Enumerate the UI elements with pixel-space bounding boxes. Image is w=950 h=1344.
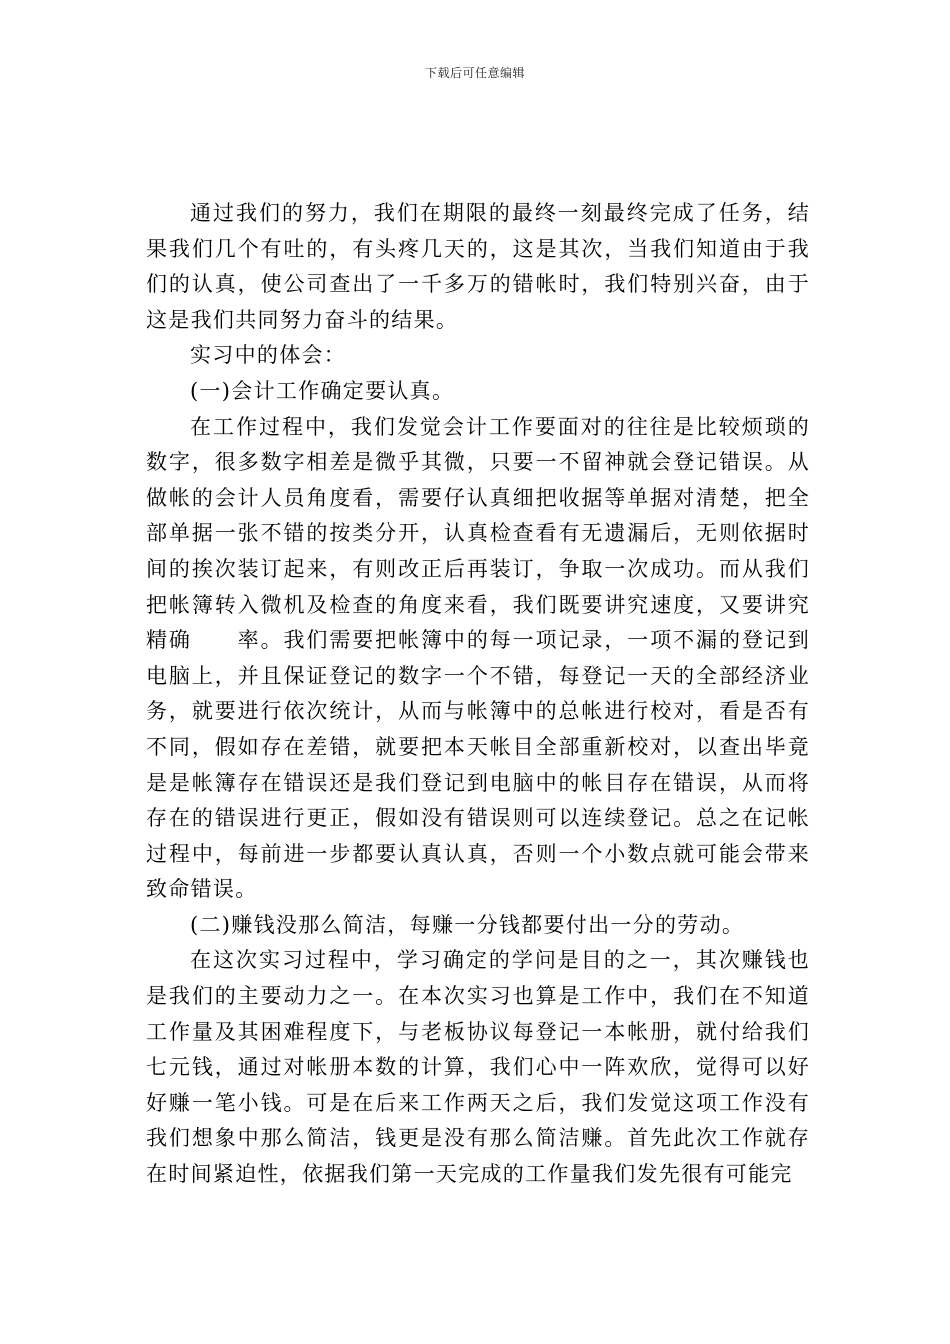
paragraph-1: 通过我们的努力，我们在期限的最终一刻最终完成了任务，结果我们几个有吐的，有头疼几天的，这是其次，当我们知道由于我们的认真，使公司查出了一千多万的错帐时，我们特别兴奋，由于这是我们共同努力奋斗的结果。	[146, 201, 810, 332]
paragraph-3: 在工作过程中，我们发觉会计工作要面对的往往是比较烦琐的数字，很多数字相差是微乎其微，只要一不留神就会登记错误。从做帐的会计人员角度看，需要仔认真细把收据等单据对清楚，把全部单据一张不错的按类分开，认真检查看有无遗漏后，无则依据时间的挨次装订起来，有则改正后再装订，争取一次成功。而从我们把帐簿转入微机及检查的角度来看，我们既要讲究速度，又要讲究精确 率。我们需要把帐簿中的每一项记录，一项不漏的登记到电脑上，并且保证登记的数字一个不错，每登记一天的全部经济业务，就要进行依次统计，从而与帐簿中的总帐进行校对，看是否有不同，假如存在差错，就要把本天帐目全部重新校对，以查出毕竟是是帐簿存在错误还是我们登记到电脑中的帐目存在错误，从而将存在的错误进行更正，假如没有错误则可以连续登记。总之在记帐过程中，每前进一步都要认真认真，否则一个小数点就可能会带来致命错误。	[146, 414, 810, 902]
section-heading-2: (二)赚钱没那么简洁，每赚一分钱都要付出一分的劳动。	[190, 912, 745, 937]
page-header: 下载后可任意编辑	[424, 66, 525, 80]
paragraph-2: 实习中的体会：	[190, 343, 347, 368]
section-heading-1: (一)会计工作确定要认真。	[190, 378, 455, 403]
paragraph-4: 在这次实习过程中，学习确定的学问是目的之一，其次赚钱也是我们的主要动力之一。在本次实习也算是工作中，我们在不知道工作量及其困难程度下，与老板协议每登记一本帐册，就付给我们七元钱，通过对帐册本数的计算，我们心中一阵欢欣，觉得可以好好赚一笔小钱。可是在后来工作两天之后，我们发觉这项工作没有我们想象中那么简洁，钱更是没有那么简洁赚。首先此次工作就存在时间紧迫性，依据我们第一天完成的工作量我们发先很有可能完	[146, 948, 810, 1187]
document-body	[146, 196, 810, 1193]
